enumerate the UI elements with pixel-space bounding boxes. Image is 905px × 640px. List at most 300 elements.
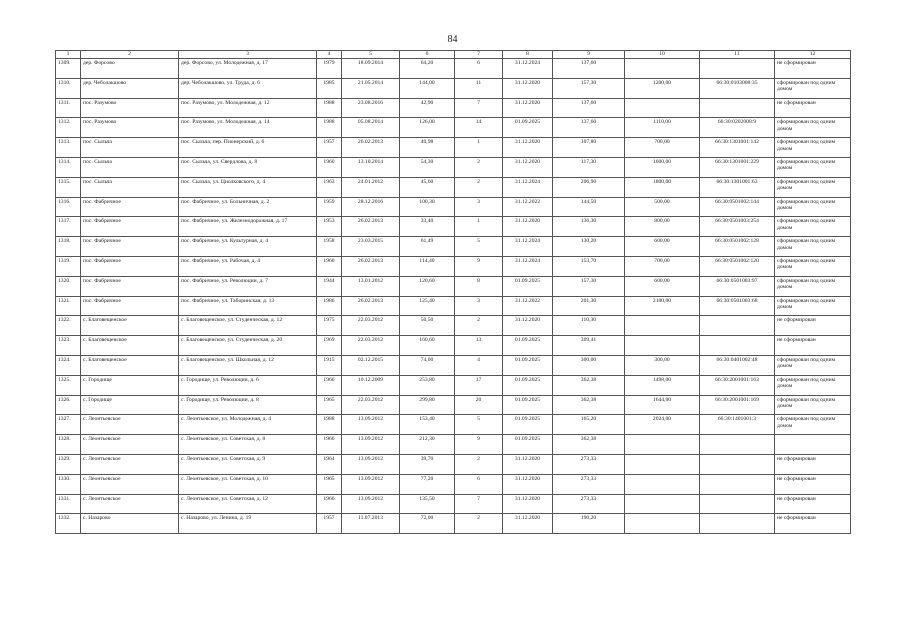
table-cell: 50,50 (400, 316, 455, 336)
table-cell: 31.12.2020 (503, 217, 553, 237)
table-cell (625, 454, 700, 474)
table-cell: пос. Сыльча (81, 157, 179, 177)
table-cell: 1330. (56, 474, 81, 494)
table-cell: 77,20 (400, 474, 455, 494)
table-cell: 165,20 (553, 415, 625, 435)
table-cell: 1600,00 (625, 157, 700, 177)
table-cell: 7 (455, 98, 503, 118)
column-header: 2 (81, 51, 179, 59)
table-cell: 23.03.2015 (342, 237, 400, 257)
table-cell: с. Леонтьевское, ул. Советская, д. 9 (179, 454, 317, 474)
table-cell: 17 (455, 375, 503, 395)
table-cell: 1321. (56, 296, 81, 316)
table-cell: 136,30 (553, 217, 625, 237)
table-cell: 01.09.2025 (503, 415, 553, 435)
table-cell: 61,49 (400, 237, 455, 257)
table-row (56, 336, 851, 356)
table-cell: 66:30:0103008:35 (700, 78, 775, 98)
table-cell: 125,40 (400, 296, 455, 316)
table-cell: 1311. (56, 98, 81, 118)
table-cell (625, 494, 700, 514)
table-cell: 1965 (317, 474, 342, 494)
table-cell: 137,60 (553, 118, 625, 138)
table-cell (775, 435, 851, 455)
table-cell: сформирован под одним домом (775, 415, 851, 435)
table-cell: с. Благовещенское, ул. Студенческая, д. 20 (179, 336, 317, 356)
column-header: 4 (317, 51, 342, 59)
table-cell: пос. Разумово (81, 118, 179, 138)
table-row (56, 237, 851, 257)
table-cell: 1965 (317, 395, 342, 415)
table-row (56, 474, 851, 494)
table-cell: сформирован под одним домом (775, 276, 851, 296)
table-cell: 20 (455, 395, 503, 415)
column-header: 5 (342, 51, 400, 59)
table-cell: 74,00 (400, 355, 455, 375)
table-cell: 31.12.2020 (503, 454, 553, 474)
table-cell: 2 (455, 177, 503, 197)
table-cell: 22.03.2012 (342, 395, 400, 415)
table-cell: 300,00 (625, 355, 700, 375)
table-cell: 01.09.2025 (503, 435, 553, 455)
table-cell: 1309. (56, 59, 81, 79)
table-cell: 137,60 (553, 98, 625, 118)
table-cell: 1327. (56, 415, 81, 435)
table-cell (625, 474, 700, 494)
column-header: 1 (56, 51, 81, 59)
table-row (56, 276, 851, 296)
table-cell: 1324. (56, 355, 81, 375)
table-cell: дер. Форсово (81, 59, 179, 79)
table-cell: 66:30:0202008:9 (700, 118, 775, 138)
column-header: 8 (503, 51, 553, 59)
table-cell: 64,20 (400, 59, 455, 79)
table-cell: 157,30 (553, 78, 625, 98)
table-cell: 1988 (317, 415, 342, 435)
table-cell: пос. Фабричное (81, 197, 179, 217)
table-cell: 253,80 (400, 375, 455, 395)
table-cell: 66:30:0501002:144 (700, 197, 775, 217)
table-cell: сформирован под одним домом (775, 375, 851, 395)
table-cell: с. Леонтьевское (81, 454, 179, 474)
table-cell: пос. Сыльча, ул. Свердлова, д. 8 (179, 157, 317, 177)
table-cell: 273,33 (553, 494, 625, 514)
table-cell: 1310. (56, 78, 81, 98)
column-header: 3 (179, 51, 317, 59)
table-cell: 13 (455, 336, 503, 356)
table-cell: 1966 (317, 375, 342, 395)
table-cell: пос. Фабричное (81, 296, 179, 316)
table-cell: 1944 (317, 276, 342, 296)
table-cell: пос. Фабричное, ул. Культурная, д. 4 (179, 237, 317, 257)
table-cell: 114,40 (400, 256, 455, 276)
table-cell: 01.09.2025 (503, 375, 553, 395)
table-cell (700, 59, 775, 79)
table-cell: 24.01.2012 (342, 177, 400, 197)
table-cell: сформирован под одним домом (775, 138, 851, 158)
table-cell: 2 (455, 454, 503, 474)
table-row (56, 316, 851, 336)
table-row (56, 435, 851, 455)
table-cell: 66:30:2001001:169 (700, 395, 775, 415)
table-cell: пос. Сыльча (81, 138, 179, 158)
column-header: 12 (775, 51, 851, 59)
table-cell: с. Благовещенское (81, 336, 179, 356)
table-body (56, 59, 851, 534)
table-cell: 01.09.2025 (503, 355, 553, 375)
table-cell: 11.07.2013 (342, 514, 400, 534)
table-cell: 13.10.2014 (342, 157, 400, 177)
table-cell: сформирован под одним домом (775, 256, 851, 276)
table-cell: с. Леонтьевское, ул. Молодежная, д. 4 (179, 415, 317, 435)
table-row (56, 197, 851, 217)
table-cell: 1320. (56, 276, 81, 296)
table-cell: 700,00 (625, 256, 700, 276)
table-cell: дер. Чеболакшово (81, 78, 179, 98)
table-cell: 31.12.2024 (503, 59, 553, 79)
table-row (56, 118, 851, 138)
table-cell: 1986 (317, 296, 342, 316)
table-cell: пос. Фабричное (81, 237, 179, 257)
table-cell: 31.12.2020 (503, 494, 553, 514)
table-cell: 6 (455, 59, 503, 79)
table-cell: 137,60 (553, 59, 625, 79)
table-cell: 1957 (317, 514, 342, 534)
table-cell: 3 (455, 296, 503, 316)
table-cell: 31.12.2022 (503, 197, 553, 217)
table-cell: 1498,00 (625, 375, 700, 395)
table-cell: 1 (455, 138, 503, 158)
column-header: 6 (400, 51, 455, 59)
table-cell: 13.09.2012 (342, 494, 400, 514)
housing-table (55, 50, 851, 534)
table-cell: 66:30:1301001:229 (700, 157, 775, 177)
table-cell: 66:30:1301001:63 (700, 177, 775, 197)
header-row (56, 51, 851, 59)
table-cell: 3 (455, 197, 503, 217)
table-cell: 11 (455, 78, 503, 98)
table-cell: 600,00 (625, 276, 700, 296)
table-row (56, 177, 851, 197)
table-cell: пос. Сыльча (81, 177, 179, 197)
table-cell: 1 (455, 217, 503, 237)
table-cell: 1975 (317, 316, 342, 336)
table-row (56, 514, 851, 534)
table-cell: сформирован под одним домом (775, 177, 851, 197)
table-cell: с. Городище (81, 375, 179, 395)
table-cell: 100,30 (400, 197, 455, 217)
table-cell: 42,90 (400, 98, 455, 118)
table-cell: пос. Фабричное (81, 217, 179, 237)
table-cell: 1960 (317, 256, 342, 276)
table-cell: 13.01.2012 (342, 276, 400, 296)
table-cell: 6 (455, 474, 503, 494)
table-cell: 299,80 (400, 395, 455, 415)
table-cell: 13.09.2012 (342, 435, 400, 455)
table-cell: 2 (455, 157, 503, 177)
table-cell: 05.08.2014 (342, 118, 400, 138)
table-cell: с. Назарово, ул. Ленина, д. 19 (179, 514, 317, 534)
table-cell: 130,20 (553, 237, 625, 257)
table-cell: пос. Фабричное (81, 256, 179, 276)
table-cell: 1316. (56, 197, 81, 217)
table-cell: 22.03.2012 (342, 336, 400, 356)
table-cell: с. Городище, ул. Революции, д. 6 (179, 375, 317, 395)
table-cell: 40,98 (400, 138, 455, 158)
table-cell (700, 435, 775, 455)
table-cell: 31.12.2022 (503, 296, 553, 316)
table-cell: 31.12.2020 (503, 78, 553, 98)
table-cell: пос. Фабричное, ул. Железнодорожная, д. 17 (179, 217, 317, 237)
table-cell (625, 316, 700, 336)
table-cell (700, 474, 775, 494)
table-cell: 45,60 (400, 177, 455, 197)
table-cell: 66:30:1301001:142 (700, 138, 775, 158)
table-row (56, 256, 851, 276)
table-cell: сформирован под одним домом (775, 296, 851, 316)
table-cell: 10.12.2009 (342, 375, 400, 395)
table-cell: 31.12.2020 (503, 316, 553, 336)
table-cell: 1644,00 (625, 395, 700, 415)
table-cell: 1322. (56, 316, 81, 336)
table-cell: с. Благовещенское (81, 316, 179, 336)
table-cell: сформирован под одним домом (775, 237, 851, 257)
table-cell: 1966 (317, 435, 342, 455)
table-cell: с. Леонтьевское (81, 415, 179, 435)
table-cell: 800,00 (625, 217, 700, 237)
table-cell: 1325. (56, 375, 81, 395)
table-cell: 23.08.2016 (342, 98, 400, 118)
table-cell: 33,40 (400, 217, 455, 237)
table-cell: 1315. (56, 177, 81, 197)
table-cell: 2 (455, 514, 503, 534)
table-cell (625, 59, 700, 79)
table-cell: не сформирован (775, 59, 851, 79)
table-row (56, 296, 851, 316)
table-row (56, 217, 851, 237)
table-cell: 26.02.2013 (342, 138, 400, 158)
table-cell: 31.12.2024 (503, 237, 553, 257)
table-cell: с. Благовещенское, ул. Школьная, д. 12 (179, 355, 317, 375)
table-cell: пос. Разумово, ул. Молодежная, д. 14 (179, 118, 317, 138)
table-cell: 02.12.2015 (342, 355, 400, 375)
table-cell: 54,30 (400, 157, 455, 177)
table-cell: 600,00 (625, 237, 700, 257)
table-cell: 1969 (317, 336, 342, 356)
table-cell: 144,50 (553, 197, 625, 217)
table-cell: не сформирован (775, 316, 851, 336)
table-cell: с. Благовещенское, ул. Студенческая, д. 12 (179, 316, 317, 336)
table-cell: с. Городище, ул. Революции, д. 8 (179, 395, 317, 415)
column-header: 11 (700, 51, 775, 59)
table-cell: не сформирован (775, 494, 851, 514)
table-cell: 126,00 (400, 118, 455, 138)
column-header: 10 (625, 51, 700, 59)
table-cell: пос. Разумово, ул. Молодежная, д. 12 (179, 98, 317, 118)
table-cell: 2024,00 (625, 415, 700, 435)
table-cell: 1963 (317, 177, 342, 197)
column-header: 9 (553, 51, 625, 59)
table-cell: 273,33 (553, 454, 625, 474)
table-cell: 26.02.2013 (342, 256, 400, 276)
table-cell: пос. Фабричное, ул. Революции, д. 7 (179, 276, 317, 296)
table-cell: 21.05.2014 (342, 78, 400, 98)
table-cell: с. Леонтьевское, ул. Советская, д. 8 (179, 435, 317, 455)
table-cell: не сформирован (775, 336, 851, 356)
table-cell: 66:30:1401001:3 (700, 415, 775, 435)
table-cell: 28.12.2016 (342, 197, 400, 217)
table-cell (700, 494, 775, 514)
table-cell: 1313. (56, 138, 81, 158)
table-cell: 31.12.2020 (503, 138, 553, 158)
table-cell (625, 98, 700, 118)
table-cell: 31.12.2020 (503, 474, 553, 494)
table-cell: 1985 (317, 78, 342, 98)
table-cell: 26.02.2013 (342, 217, 400, 237)
table-cell: 01.09.2025 (503, 276, 553, 296)
table-cell (625, 336, 700, 356)
table-cell: 1988 (317, 118, 342, 138)
table-cell (625, 435, 700, 455)
table-cell: 66:30:0501002:128 (700, 237, 775, 257)
table-cell: сформирован под одним домом (775, 217, 851, 237)
page-number: 84 (447, 34, 458, 45)
table-cell: не сформирован (775, 514, 851, 534)
table-cell: с. Леонтьевское (81, 494, 179, 514)
table-cell: с. Леонтьевское (81, 435, 179, 455)
table-row (56, 395, 851, 415)
table-cell: 1329. (56, 454, 81, 474)
table-cell: 1960 (317, 157, 342, 177)
table-cell: 31.12.2020 (503, 157, 553, 177)
table-cell: 66:30:0501003:97 (700, 276, 775, 296)
table-cell: 362,38 (553, 395, 625, 415)
table-cell: 300,00 (553, 355, 625, 375)
table-cell: сформирован под одним домом (775, 118, 851, 138)
table-cell: 1318. (56, 237, 81, 257)
table-cell: 66:30:0501002:120 (700, 256, 775, 276)
table-cell: сформирован под одним домом (775, 197, 851, 217)
table-cell: 1959 (317, 197, 342, 217)
table-cell: 26.02.2013 (342, 296, 400, 316)
table-cell: 1110,00 (625, 118, 700, 138)
table-cell: 1328. (56, 435, 81, 455)
table-cell: 1800,00 (625, 177, 700, 197)
table-cell: сформирован под одним домом (775, 157, 851, 177)
table-row (56, 157, 851, 177)
table-row (56, 78, 851, 98)
table-row (56, 355, 851, 375)
table-cell: 153,40 (400, 415, 455, 435)
table-cell: 110,30 (553, 316, 625, 336)
column-header: 7 (455, 51, 503, 59)
table-cell (625, 514, 700, 534)
table-cell: 212,30 (400, 435, 455, 455)
table-cell: 39,70 (400, 454, 455, 474)
table-cell: 1326. (56, 395, 81, 415)
table-cell: не сформирован (775, 474, 851, 494)
table-cell: пос. Разумово (81, 98, 179, 118)
table-cell: 107,80 (553, 138, 625, 158)
table-cell: 13.09.2012 (342, 415, 400, 435)
table-cell: 2 (455, 316, 503, 336)
table-cell: 1915 (317, 355, 342, 375)
table-cell: 13.09.2012 (342, 474, 400, 494)
table-cell: пос. Фабричное, ул. Рабочая, д. 4 (179, 256, 317, 276)
table-cell: 31.12.2020 (503, 98, 553, 118)
table-cell: 7 (455, 494, 503, 514)
table-cell: с. Леонтьевское, ул. Советская, д. 10 (179, 474, 317, 494)
table-cell: 206,90 (553, 177, 625, 197)
table-cell: сформирован под одним домом (775, 78, 851, 98)
table-cell: 1964 (317, 454, 342, 474)
table-cell: 01.09.2025 (503, 118, 553, 138)
table-cell (700, 514, 775, 534)
table-cell: 13.09.2012 (342, 454, 400, 474)
table-cell: 18.09.2014 (342, 59, 400, 79)
table-row (56, 375, 851, 395)
table-cell (700, 336, 775, 356)
table-cell: сформирован под одним домом (775, 395, 851, 415)
table-cell (700, 98, 775, 118)
table-cell: 160,60 (400, 336, 455, 356)
table-cell: 273,33 (553, 474, 625, 494)
table-cell: 362,38 (553, 375, 625, 395)
table-cell: 153,70 (553, 256, 625, 276)
table-cell: с. Благовещенское (81, 355, 179, 375)
table-cell: 72,00 (400, 514, 455, 534)
table-cell: 5 (455, 237, 503, 257)
table-cell: 01.09.2025 (503, 336, 553, 356)
table-cell: не сформирован (775, 98, 851, 118)
table-cell: 4 (455, 355, 503, 375)
table-cell: пос. Фабричное, ул. Таборинская, д. 13 (179, 296, 317, 316)
table-cell: 5 (455, 415, 503, 435)
table-cell: 1331. (56, 494, 81, 514)
table-cell: 201,30 (553, 296, 625, 316)
table-cell: 700,00 (625, 138, 700, 158)
table-cell (700, 316, 775, 336)
table-cell: 1312. (56, 118, 81, 138)
table-cell: 66:30:0401002:48 (700, 355, 775, 375)
table-cell: 1953 (317, 217, 342, 237)
table-cell: 500,00 (625, 197, 700, 217)
table-cell: 1966 (317, 494, 342, 514)
table-cell: пос. Фабричное, ул. Больничная, д. 2 (179, 197, 317, 217)
table-cell: дер. Форсово, ул. Молодежная, д. 17 (179, 59, 317, 79)
table-cell: 120,60 (400, 276, 455, 296)
table-cell: 1979 (317, 59, 342, 79)
table-cell: 157,30 (553, 276, 625, 296)
table-cell: 1958 (317, 237, 342, 257)
table-cell: 22.03.2012 (342, 316, 400, 336)
table-cell: пос. Фабричное (81, 276, 179, 296)
table-cell: 9 (455, 256, 503, 276)
table-cell: 1957 (317, 138, 342, 158)
table-row (56, 415, 851, 435)
table-cell: 369,41 (553, 336, 625, 356)
table-row (56, 138, 851, 158)
table-cell: 01.09.2025 (503, 395, 553, 415)
table-cell: 1314. (56, 157, 81, 177)
table-cell: 1200,00 (625, 78, 700, 98)
table-cell: 66:30:0501003:254 (700, 217, 775, 237)
table-cell: 144,00 (400, 78, 455, 98)
table-cell: сформирован под одним домом (775, 355, 851, 375)
table-cell: пос. Сыльча, ул. Циолковского, д. 4 (179, 177, 317, 197)
table-cell: дер. Чеболакшово, ул. Труда, д. 6 (179, 78, 317, 98)
table-cell: 190,20 (553, 514, 625, 534)
